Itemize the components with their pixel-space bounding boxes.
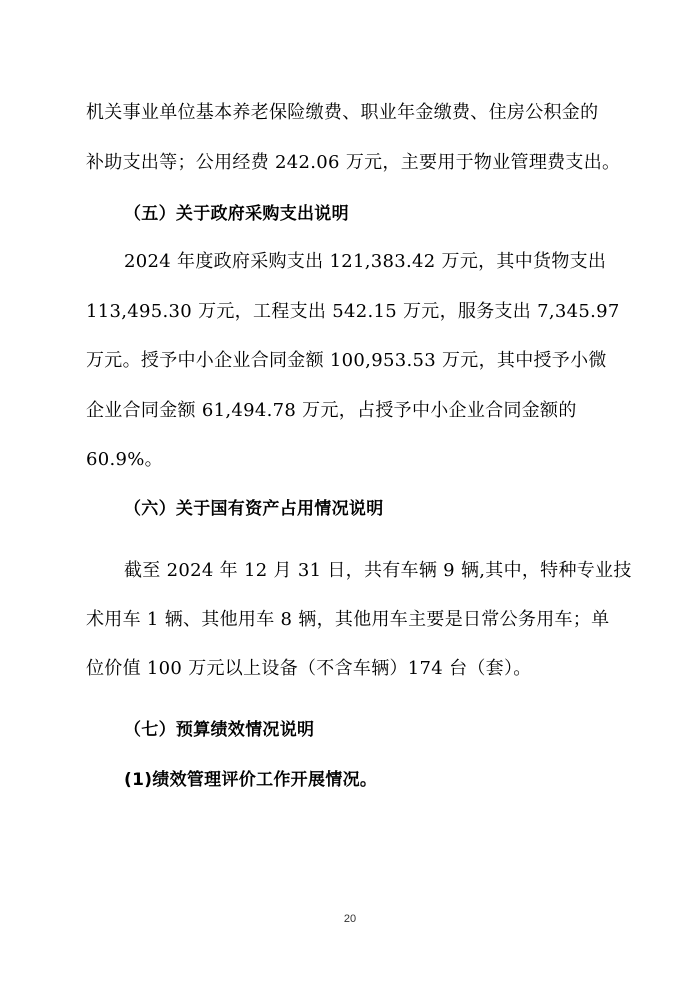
page-number: 20: [343, 913, 357, 925]
section-heading-6: （六）关于国有资产占用情况说明: [124, 499, 384, 519]
section-heading-5: （五）关于政府采购支出说明: [124, 204, 349, 224]
paragraph-line: 机关事业单位基本养老保险缴费、职业年金缴费、住房公积金的: [86, 102, 599, 123]
paragraph-line: 位价值 100 万元以上设备（不含车辆）174 台（套）。: [86, 658, 532, 679]
paragraph-line: 万元。授予中小企业合同金额 100,953.53 万元，其中授予小微: [86, 350, 607, 371]
paragraph-line: 113,495.30 万元，工程支出 542.15 万元，服务支出 7,345.97: [86, 301, 620, 322]
paragraph-line: 截至 2024 年 12 月 31 日，共有车辆 9 辆,其中，特种专业技: [124, 560, 632, 581]
paragraph-line: 60.9%。: [86, 449, 163, 470]
paragraph-line: 术用车 1 辆、其他用车 8 辆，其他用车主要是日常公务用车；单: [86, 609, 610, 630]
paragraph-line: 企业合同金额 61,494.78 万元，占授予中小企业合同金额的: [86, 400, 577, 421]
section-heading-7: （七）预算绩效情况说明: [124, 720, 315, 740]
paragraph-line: 2024 年度政府采购支出 121,383.42 万元，其中货物支出: [124, 251, 607, 272]
paragraph-line: 补助支出等；公用经费 242.06 万元，主要用于物业管理费支出。: [86, 152, 621, 173]
subsection-heading: (1)绩效管理评价工作开展情况。: [124, 770, 378, 790]
